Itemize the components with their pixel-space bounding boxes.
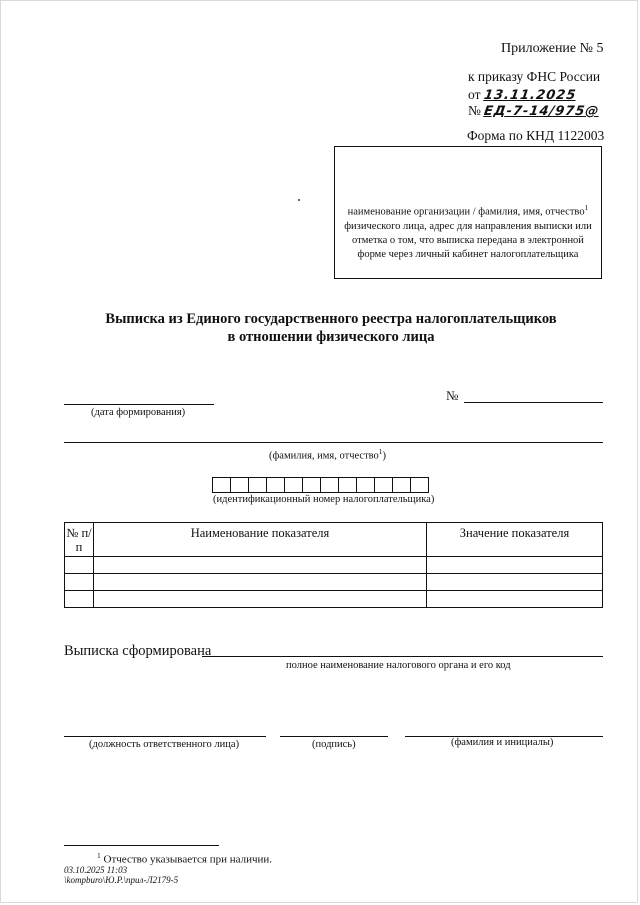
document-title-line2: в отношении физического лица (227, 329, 435, 345)
scan-speck (298, 199, 300, 201)
row-number-cell[interactable] (65, 574, 94, 591)
print-timestamp: 03.10.2025 11:03 (64, 865, 128, 875)
inn-digit-cell[interactable] (320, 477, 339, 493)
indicator-value-cell[interactable] (427, 557, 603, 574)
indicator-value-cell[interactable] (427, 591, 603, 608)
inn-digit-cell[interactable] (248, 477, 267, 493)
inn-digit-cell[interactable] (356, 477, 375, 493)
issued-by-caption: полное наименование налогового органа и его код (286, 660, 511, 671)
order-date-row (468, 87, 576, 103)
inn-digit-cell[interactable] (374, 477, 393, 493)
name-initials-caption: (фамилия и инициалы) (451, 737, 554, 748)
indicator-name-cell[interactable] (94, 591, 427, 608)
inn-digit-cell[interactable] (392, 477, 411, 493)
fio-line[interactable] (64, 442, 603, 443)
table-row (65, 557, 603, 574)
indicator-name-cell[interactable] (94, 574, 427, 591)
position-caption: (должность ответственного лица) (89, 739, 240, 750)
inn-cells[interactable] (212, 477, 428, 493)
extract-number-label: № (446, 388, 459, 403)
recipient-box (334, 146, 602, 279)
inn-digit-cell[interactable] (266, 477, 285, 493)
inn-digit-cell[interactable] (212, 477, 231, 493)
appendix-label: Приложение № 5 (501, 41, 604, 56)
col-name-header: Наименование показателя (94, 523, 427, 557)
inn-digit-cell[interactable] (410, 477, 429, 493)
date-prefix: от (468, 87, 481, 102)
inn-digit-cell[interactable] (284, 477, 303, 493)
order-number-handwritten: ЕД-7-14/975@ (483, 104, 601, 119)
table-row (65, 591, 603, 608)
footnote-rule (64, 845, 219, 846)
col-value-header: Значение показателя (427, 523, 603, 557)
form-code: Форма по КНД 1122003 (467, 128, 605, 143)
inn-caption: (идентификационный номер налогоплательщика) (213, 494, 435, 505)
indicators-table (64, 522, 603, 608)
issued-by-line[interactable] (202, 656, 603, 657)
inn-digit-cell[interactable] (302, 477, 321, 493)
signature-line[interactable] (280, 736, 388, 737)
inn-digit-cell[interactable] (230, 477, 249, 493)
document-title-line1: Выписка из Единого государственного реестра налогоплательщиков (105, 311, 557, 327)
extract-number-line[interactable] (464, 402, 603, 403)
col-number-header: № п/п (65, 523, 94, 557)
signature-caption: (подпись) (312, 739, 356, 750)
recipient-instructions: наименование организации / фамилия, имя, отчество$^1$ физического лица, адрес для направления выписки или отметка о том, что выписка передана в электронной форме через личный кабинет налогоплательщика (344, 203, 592, 260)
formation-date-caption: (дата формирования) (91, 407, 186, 418)
number-prefix: № (468, 103, 481, 118)
inn-digit-cell[interactable] (338, 477, 357, 493)
indicator-name-cell[interactable] (94, 557, 427, 574)
footnote: $^1$ Отчество указывается при наличии. (97, 851, 273, 866)
issued-by-label: Выписка сформирована (64, 643, 212, 659)
row-number-cell[interactable] (65, 591, 94, 608)
order-reference: к приказу ФНС России (468, 69, 601, 84)
position-line[interactable] (64, 736, 266, 737)
order-date-handwritten: 13.11.2025 (482, 88, 578, 103)
formation-date-line[interactable] (64, 404, 214, 405)
order-number-row (468, 103, 600, 119)
row-number-cell[interactable] (65, 557, 94, 574)
table-row (65, 574, 603, 591)
fio-caption: (фамилия, имя, отчество$^1$) (269, 447, 387, 462)
file-path-stamp: \kompburo\Ю.Р.\прил-Л2179-5 (64, 875, 179, 885)
indicator-value-cell[interactable] (427, 574, 603, 591)
